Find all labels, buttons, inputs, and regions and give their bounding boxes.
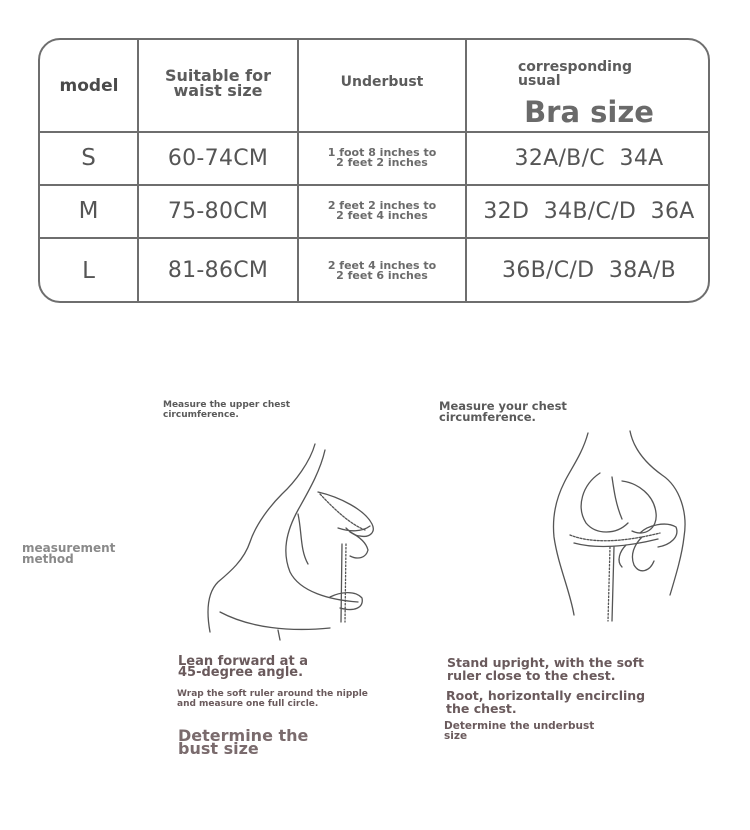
header-underbust: Underbust	[340, 74, 424, 90]
side-view-chest-tape-illustration-icon	[190, 432, 390, 642]
table-cell-bra-size: 32A/B/C 34A	[514, 145, 664, 171]
size-table	[38, 38, 710, 303]
header-corresponding-usual: corresponding usual	[518, 59, 632, 89]
determine-underbust-size-title: Determine the underbust size	[444, 720, 595, 742]
table-cell-waist: 81-86CM	[167, 258, 269, 283]
table-cell-model: L	[82, 257, 95, 284]
front-view-chest-tape-illustration-icon	[530, 425, 710, 625]
table-cell-waist: 75-80CM	[167, 198, 269, 224]
header-model: model	[59, 76, 119, 96]
upper-chest-caption: Measure the upper chest circumference.	[163, 400, 290, 420]
measurement-method-label: measurement method	[22, 541, 116, 566]
table-cell-bra-size: 32D 34B/C/D 36A	[483, 198, 695, 224]
table-cell-bra-size: 36B/C/D 38A/B	[502, 258, 676, 283]
chest-caption: Measure your chest circumference.	[439, 399, 567, 424]
stand-upright-instruction: Stand upright, with the soft ruler close to the chest.	[447, 655, 645, 683]
table-cell-model: S	[81, 145, 96, 171]
root-encircling-instruction: Root, horizontally encircling the chest.	[446, 688, 646, 716]
header-bra-size: Bra size	[524, 95, 654, 129]
table-cell-underbust: 2 feet 4 inches to 2 feet 6 inches	[327, 258, 437, 282]
wrap-ruler-instruction: Wrap the soft ruler around the nipple and measure one full circle.	[177, 689, 368, 709]
table-cell-model: M	[78, 198, 99, 224]
table-cell-waist: 60-74CM	[167, 145, 269, 171]
table-cell-underbust: 2 feet 2 inches to 2 feet 4 inches	[327, 199, 437, 222]
determine-bust-size-title: Determine the bust size	[178, 726, 309, 758]
table-cell-underbust: 1 foot 8 inches to 2 feet 2 inches	[327, 146, 437, 169]
lean-forward-instruction: Lean forward at a 45-degree angle.	[178, 654, 308, 680]
header-waist-size: Suitable for waist size	[164, 66, 272, 100]
